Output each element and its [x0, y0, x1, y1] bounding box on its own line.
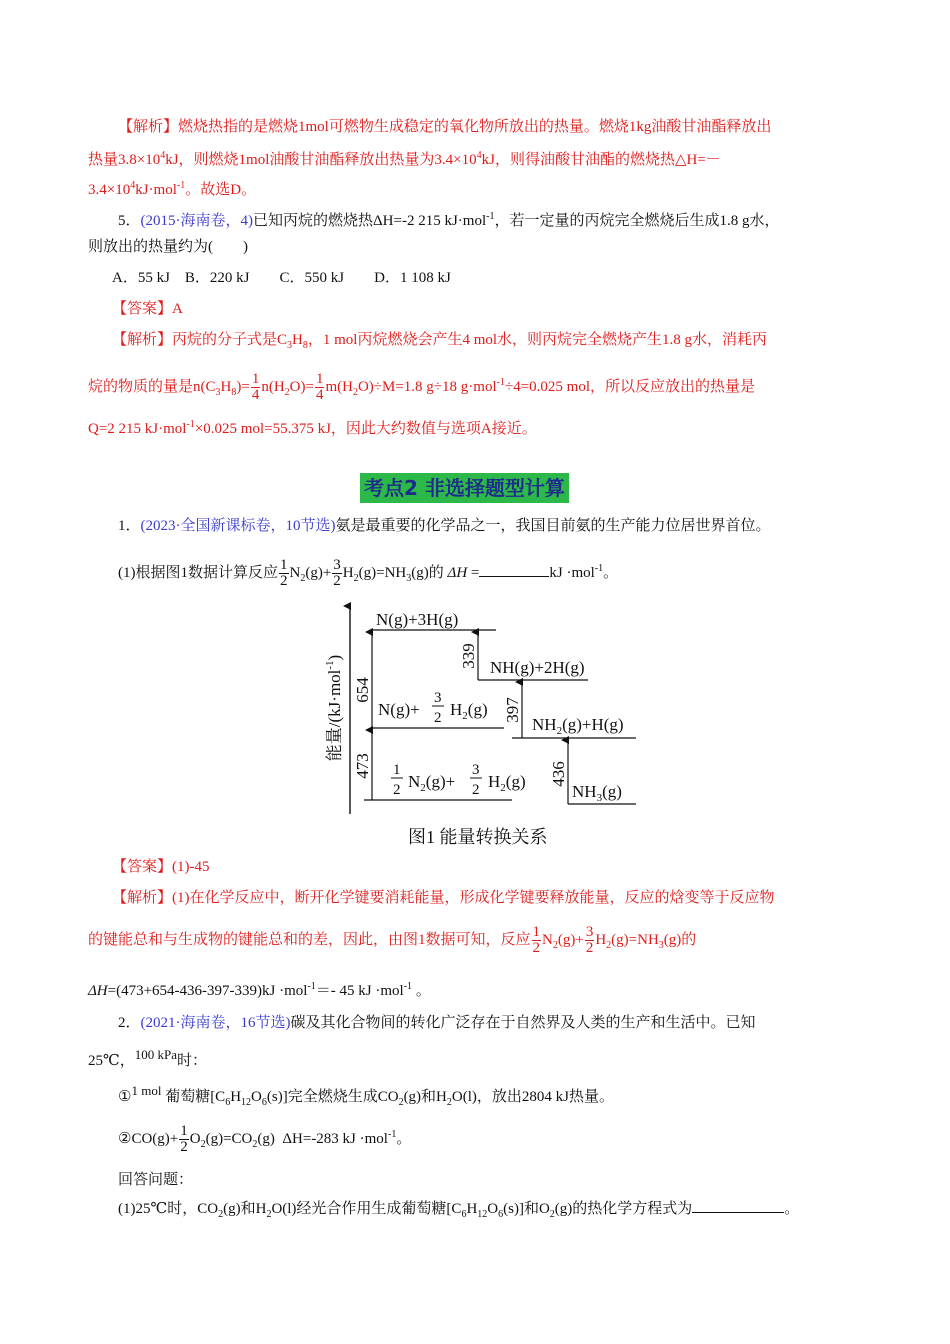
svg-text:2: 2 [393, 782, 401, 798]
label-h2: $H_2(g)$ [450, 700, 488, 722]
fraction-3-2 [470, 762, 482, 798]
p2-condition: 25℃，$^{100 kPa}$时： [88, 1047, 208, 1069]
label-n-3h: N(g)+3H(g) [376, 610, 459, 629]
q5-options: A．55 kJ B．220 kJ C．550 kJ D．1 108 kJ [112, 270, 451, 286]
p1-analysis-2: 的键能总和与生成物的键能总和的差，因此，由图1数据可知，反应 $\frac{1}{2}$ $N_2(g)+$ $\frac{3}{2}$ $H_2(g)=NH_3(g)$的 [88, 924, 697, 957]
svg-text:2: 2 [472, 782, 480, 798]
p1-sub1: (1)根据图1数据计算反应 $\frac{1}{2}$ $N_2(g)+$ $\frac{3}{2}$ $H_2(g)=NH_3(g)$的 ΔH = kJ ·mol$^{-1}$。 [118, 557, 619, 590]
svg-text:2: 2 [434, 710, 442, 726]
q5-analysis-1: 【解析】丙烷的分子式是$C_3H_8$，1 mol丙烷燃烧会产生4 mol水，则丙烷完全燃烧产生1.8 g水，消耗丙 [112, 332, 768, 351]
label-nh-2h: NH(g)+2H(g) [490, 658, 585, 677]
value-397: 397 [503, 697, 522, 723]
value-654: 654 [353, 677, 372, 703]
analysis-prev-line3: $3.4\times 10^4kJ\cdot mol^{-1}$。故选D。 [88, 180, 257, 198]
label-n-1-5h2: N(g)+ [378, 700, 420, 719]
fraction-3-2 [432, 690, 444, 726]
p1-stem: 1．(2023·全国新课标卷，10节选)氨是最重要的化学品之一，我国目前氨的生产能力位居世界首位。 [118, 518, 771, 534]
energy-diagram [300, 598, 650, 820]
fraction-1-2 [391, 762, 403, 798]
label-h2-bottom: $H_2(g)$ [488, 772, 526, 794]
q5-analysis-3: Q=2 215 kJ·mol$^{-1}$×0.025 mol=55.375 kJ，因此大约数值与选项A接近。 [88, 419, 537, 437]
value-473: 473 [353, 753, 372, 779]
p2-stem: 2．(2021·海南卷，16节选)碳及其化合物间的转化广泛存在于自然界及人类的生产和生活中。已知 [118, 1015, 756, 1031]
label-nh3: $NH_3(g)$ [572, 782, 622, 804]
p2-reaction-1: ①$^{1 mol}$ 葡萄糖$[C_6H_{12}O_6(s)]$完全燃烧生成$CO_2(g)$和$H_2O(l)$，放出2804 kJ热量。 [118, 1083, 614, 1108]
svg-text:1: 1 [393, 762, 401, 778]
fraction-quarter: $\frac{1}{4}$ [251, 371, 260, 404]
analysis-prev-line1: 【解析】燃烧热指的是燃烧1mol可燃物生成稳定的氧化物所放出的热量。燃烧1kg油酸甘油酯释放出 [118, 119, 772, 135]
p1-answer: 【答案】(1)-45 [112, 859, 210, 875]
q5-stem: 5．(2015·海南卷，4)已知丙烷的燃烧热ΔH=-2 215 kJ·mol$^{-1}$，若一定量的丙烷完全燃烧后生成1.8 g水， [118, 211, 780, 229]
p1-analysis-1: 【解析】(1)在化学反应中，断开化学键要消耗能量，形成化学键要释放能量，反应的焓变等于反应物 [112, 890, 775, 906]
fraction-quarter: $\frac{1}{4}$ [315, 371, 324, 404]
figure-caption: 图1 能量转换关系 [408, 827, 548, 847]
p2-reaction-2: ②CO(g)+ $\frac{1}{2}$ $O_2(g)=CO_2(g)$ ΔH=-283 kJ ·mol$^{-1}$。 [118, 1123, 412, 1156]
answer-blank[interactable] [479, 562, 549, 577]
label-reactants: $N_2(g)+$ [408, 772, 456, 794]
svg-text:能量/(kJ·mol-1): 能量/(kJ·mol$^{-1}$) [324, 654, 344, 762]
p1-analysis-3: ΔH=(473+654-436-397-339)kJ ·mol$^{-1}$＝- 45 kJ ·mol$^{-1}$ 。 [88, 981, 431, 999]
q5-analysis-2: 烷的物质的量是$n(C_3H_8)=$ $\frac{1}{4}$ $n(H_2O)=$ $\frac{1}{4}$ $m(H_2O)\div M=1.8$ g÷18 g·mol$^{-1}$÷4=0.025 mol，所以反应放出的热量是 [88, 371, 755, 404]
section-title: 考点2 非选择题型计算 [360, 473, 569, 503]
q5-answer: 【答案】A [112, 301, 183, 317]
svg-text:3: 3 [434, 690, 442, 706]
p2-sub1: (1)25℃时，$CO_2(g)$和$H_2O(l)$经光合作用生成葡萄糖$[C_6H_{12}O_6(s)]$和$O_2(g)$的热化学方程式为 。 [118, 1198, 799, 1226]
axis-label [324, 655, 344, 761]
analysis-prev-line2: 热量$3.8\times 10^4kJ$，则燃烧1mol油酸甘油酯释放出热量为$3.4\times 10^4kJ$，则得油酸甘油酯的燃烧热△H=－ [88, 150, 721, 168]
value-339: 339 [459, 643, 478, 669]
svg-text:3: 3 [472, 762, 480, 778]
label-nh2-h: $NH_2(g)+H(g)$ [532, 715, 624, 737]
q5-stem-2: 则放出的热量约为( ) [88, 239, 248, 255]
answer-blank[interactable] [692, 1198, 784, 1213]
p2-question-label: 回答问题： [118, 1172, 194, 1188]
value-436: 436 [549, 761, 568, 787]
